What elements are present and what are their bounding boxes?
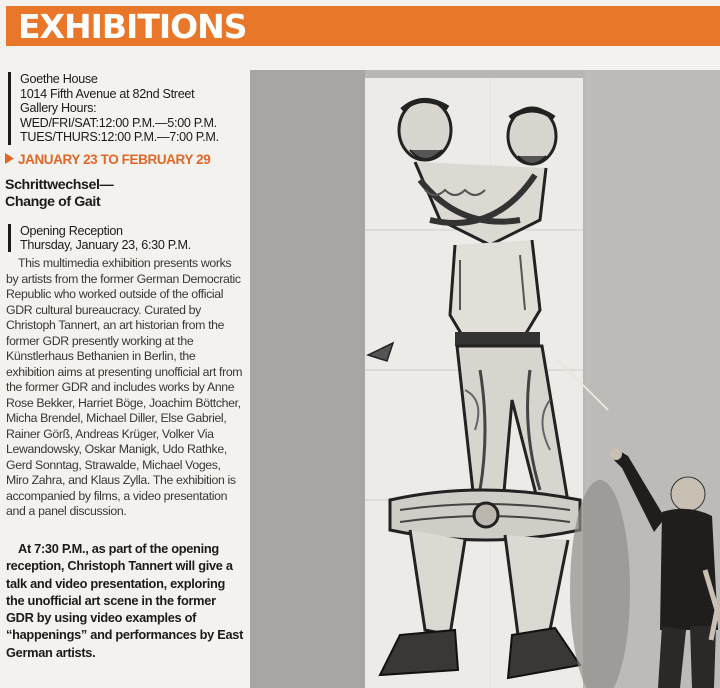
dates-label: JANUARY 23 TO FEBRUARY 29: [18, 152, 211, 167]
venue-line: TUES/THURS:12:00 P.M.—7:00 P.M.: [20, 130, 219, 144]
exhibition-title: [5, 177, 245, 211]
exhibition-description: This multimedia exhibition presents works by artists from the former German Democratic Republic who worked outside of the official GDR cultural bureaucracy. Curated by Christoph Tannert, an art historian from the former GDR presently working at the Künstlerhaus Bethanien in Berlin, the exhibition aims at presenting unofficial art from the former GDR and includes works by Anne Rose Bekker, Harriet Böge, Joachim Böttcher, Micha Brendel, Michael Diller, Else Gabriel, Rainer Görß, Andreas Krüger, Volker Via Lewandowsky, Oskar Manigk, Udo Rathke, Gerd Sonntag, Strawalde, Michael Voges, Miro Zahra, and Klaus Zylla. The exhibition is accompanied by films, a video presentation and a panel discussion.: [6, 256, 243, 518]
opening-label: Opening Reception: [20, 224, 123, 238]
talk-announcement: At 7:30 P.M., as part of the opening reception, Christoph Tannert will give a talk and video presentation, exploring the unofficial art scene in the former GDR by using video examples of “happenings” and performances by East German artists.: [6, 541, 244, 660]
text-column: [0, 0, 250, 688]
title-line-1: Schrittwechsel—: [5, 177, 114, 193]
venue-line: Gallery Hours:: [20, 101, 97, 115]
exhibition-photo: [250, 70, 720, 688]
opening-reception: [8, 224, 248, 252]
artwork-photo-illustration: [250, 70, 720, 688]
title-line-2: Change of Gait: [5, 194, 101, 210]
triangle-arrow-icon: [5, 152, 14, 167]
opening-datetime: Thursday, January 23, 6:30 P.M.: [20, 238, 191, 252]
venue-line: 1014 Fifth Avenue at 82nd Street: [20, 86, 195, 101]
venue-line: WED/FRI/SAT:12:00 P.M.—5:00 P.M.: [20, 115, 217, 130]
exhibition-dates: [5, 152, 250, 167]
page-title: EXHIBITIONS: [18, 7, 247, 46]
venue-info: [8, 72, 248, 145]
venue-line: Goethe House: [20, 72, 98, 86]
